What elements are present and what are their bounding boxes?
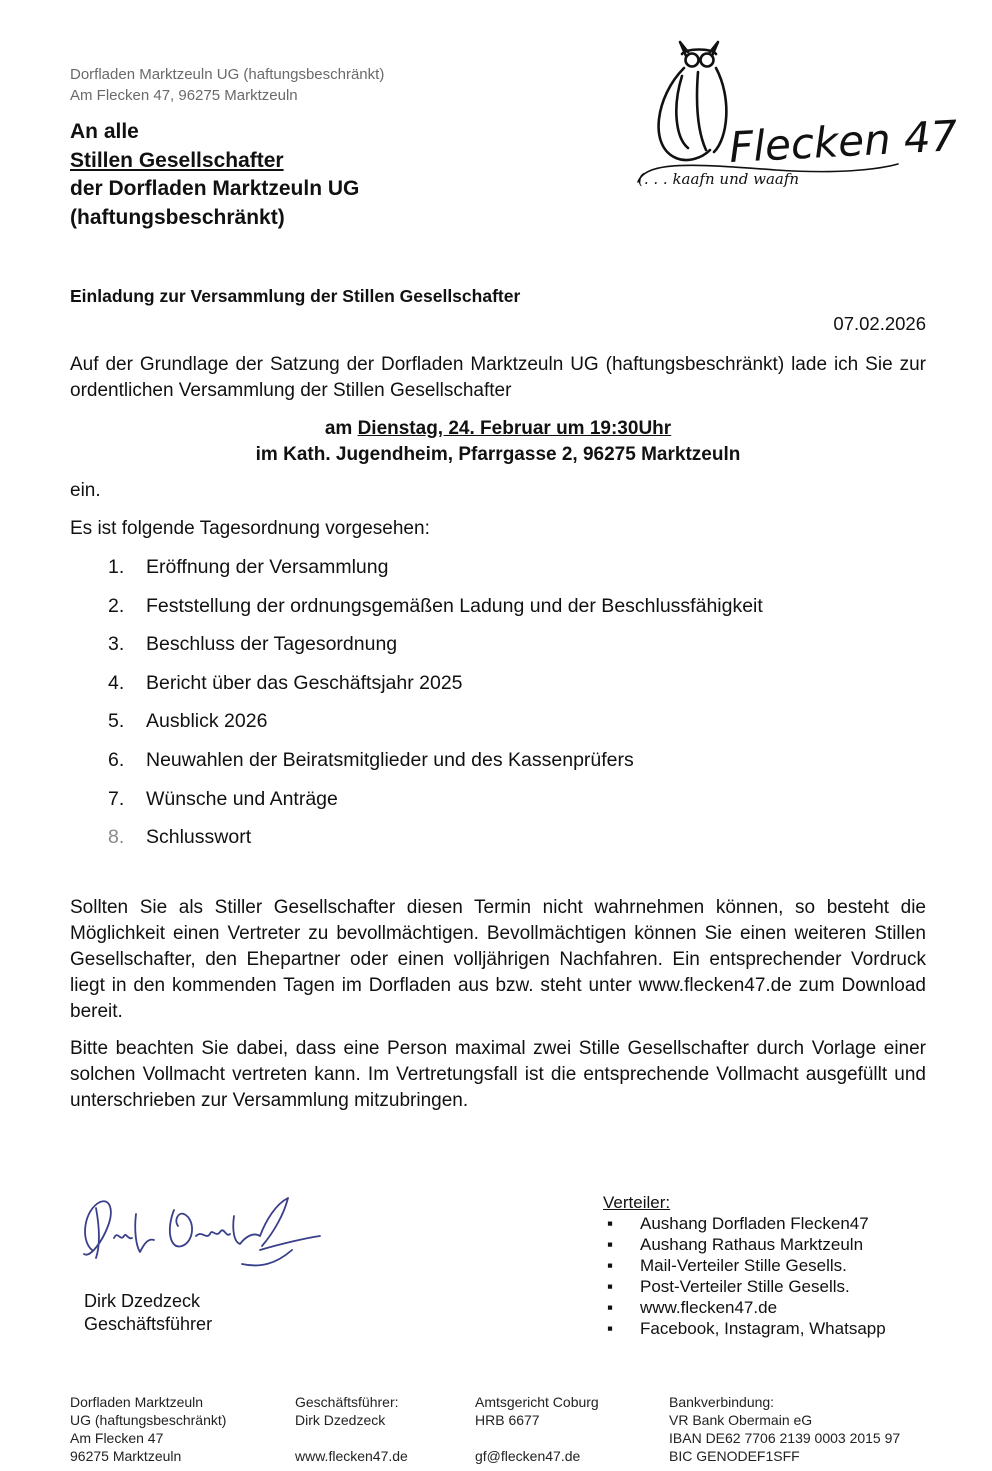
sender-line-2: Am Flecken 47, 96275 Marktzeuln [70, 87, 298, 104]
agenda-list [108, 556, 763, 865]
agenda-number: 8. [108, 826, 125, 849]
subject: Einladung zur Versammlung der Stillen Gesellschafter [70, 286, 521, 306]
footer-management [295, 1393, 408, 1465]
intro-paragraph: Auf der Grundlage der Satzung der Dorfladen Marktzeuln UG (haftungsbeschränkt) lade ich Sie zur ordentlichen Versammlung der Stillen Gesellschafter [70, 354, 926, 401]
footer-register [475, 1393, 599, 1465]
recipient-line-4: (haftungsbeschränkt) [70, 205, 285, 229]
agenda-text: Schlusswort [146, 826, 252, 849]
agenda-item [108, 749, 763, 788]
distribution-text: Post-Verteiler Stille Gesells. [640, 1277, 850, 1296]
agenda-text: Beschluss der Tagesordnung [146, 633, 398, 656]
bullet-icon: ▪ [607, 1214, 614, 1233]
footer-company-line: 96275 Marktzeuln [70, 1448, 182, 1464]
distribution-text: Facebook, Instagram, Whatsapp [640, 1319, 886, 1338]
agenda-item [108, 633, 763, 672]
letter-date: 07.02.2026 [833, 313, 926, 334]
bullet-icon: ▪ [607, 1319, 614, 1338]
agenda-text: Ausblick 2026 [146, 710, 268, 733]
footer-company-line: Am Flecken 47 [70, 1430, 164, 1446]
agenda-item [108, 788, 763, 827]
agenda-item [108, 672, 763, 711]
agenda-number: 7. [108, 787, 125, 810]
agenda-text: Eröffnung der Versammlung [146, 556, 389, 578]
distribution-item [603, 1255, 886, 1276]
sender-address [70, 64, 384, 106]
distribution-item [603, 1234, 886, 1255]
footer-email: gf@flecken47.de [475, 1448, 581, 1464]
footer-company [70, 1393, 226, 1465]
agenda-number: 3. [108, 633, 125, 656]
agenda-item [108, 595, 763, 634]
proxy-limit-paragraph: Bitte beachten Sie dabei, dass eine Person maximal zwei Stille Gesellschafter durch Vorlage einer solchen Vollmacht vertreten kann. Im Vertretungsfall ist die entsprechende Vollmacht ausgefüllt und unterschrieben zur Versammlung mitzubringen. [70, 1038, 926, 1111]
distribution-text: Aushang Dorfladen Flecken47 [640, 1214, 869, 1233]
footer-bank-name: VR Bank Obermain eG [669, 1412, 813, 1428]
signature [70, 1180, 330, 1280]
distribution-item [603, 1297, 886, 1318]
meeting-when [70, 416, 926, 442]
agenda-text: Neuwahlen der Beiratsmitglieder und des Kassenprüfers [146, 748, 634, 771]
footer-company-line: Dorfladen Marktzeuln [70, 1394, 204, 1410]
distribution-text: www.flecken47.de [640, 1298, 778, 1317]
distribution-text: Aushang Rathaus Marktzeuln [640, 1235, 864, 1254]
distribution-item [603, 1318, 886, 1339]
recipient-line-2: Stillen Gesellschafter [70, 148, 284, 172]
footer-company-line: UG (haftungsbeschränkt) [70, 1412, 227, 1428]
distribution-list [603, 1192, 886, 1339]
logo-tagline: (. . . kaafn und waafn [638, 170, 800, 188]
meeting-date-time: Dienstag, 24. Februar um 19:30Uhr [357, 418, 672, 439]
agenda-number: 2. [108, 594, 125, 617]
footer-bank-label: Bankverbindung: [669, 1394, 775, 1410]
distribution-item [603, 1213, 886, 1234]
agenda-item [108, 710, 763, 749]
footer-management-label: Geschäftsführer: [295, 1394, 399, 1410]
bullet-icon: ▪ [607, 1235, 614, 1254]
ein-text: ein. [70, 480, 101, 501]
bullet-icon: ▪ [607, 1298, 614, 1317]
agenda-text: Bericht über das Geschäftsjahr 2025 [146, 671, 463, 694]
signer-name: Dirk Dzedzeck [84, 1291, 201, 1311]
footer-website: www.flecken47.de [295, 1448, 408, 1464]
meeting-prefix: am [324, 418, 358, 439]
signer-role: Geschäftsführer [84, 1314, 213, 1334]
footer-management-name: Dirk Dzedzeck [295, 1412, 386, 1428]
agenda-number: 5. [108, 710, 125, 733]
recipient-address [70, 118, 359, 232]
footer-bic: BIC GENODEF1SFF [669, 1448, 800, 1464]
agenda-item [108, 826, 763, 865]
signer-block [84, 1290, 212, 1336]
footer-court: Amtsgericht Coburg [475, 1394, 599, 1410]
proxy-paragraph: Sollten Sie als Stiller Gesellschafter diesen Termin nicht wahrnehmen können, so besteht die Möglichkeit einen Vertreter zu bevollmächtigen. Bevollmächtigen können Sie einen weiteren Stillen Gesellschafter, den Ehepartner oder einen volljährigen Nachfahren. Ein entsprechender Vordruck liegt in den kommenden Tagen im Dorfladen aus bzw. steht unter www.flecken47.de zum Download bereit. [70, 897, 926, 1022]
bullet-icon: ▪ [607, 1256, 614, 1275]
distribution-title: Verteiler: [603, 1193, 671, 1212]
agenda-number: 1. [108, 556, 125, 578]
flecken47-logo [636, 38, 959, 193]
distribution-text: Mail-Verteiler Stille Gesells. [640, 1256, 847, 1275]
sender-line-1: Dorfladen Marktzeuln UG (haftungsbeschränkt) [70, 66, 385, 83]
agenda-number: 4. [108, 671, 125, 694]
recipient-line-1: An alle [70, 120, 139, 143]
agenda-text: Wünsche und Anträge [146, 787, 338, 810]
agenda-text: Feststellung der ordnungsgemäßen Ladung und der Beschlussfähigkeit [146, 594, 763, 617]
meeting-location: im Kath. Jugendheim, Pfarrgasse 2, 96275 Marktzeuln [255, 444, 741, 465]
logo-name: Flecken 47 [727, 111, 959, 172]
footer-bank [669, 1393, 900, 1465]
agenda-intro: Es ist folgende Tagesordnung vorgesehen: [70, 518, 430, 539]
recipient-line-3: der Dorfladen Marktzeuln UG [70, 177, 360, 200]
agenda-item [108, 556, 763, 595]
footer-iban: IBAN DE62 7706 2139 0003 2015 97 [669, 1430, 901, 1446]
agenda-number: 6. [108, 748, 125, 771]
bullet-icon: ▪ [607, 1277, 614, 1296]
footer-hrb: HRB 6677 [475, 1412, 540, 1428]
distribution-item [603, 1276, 886, 1297]
